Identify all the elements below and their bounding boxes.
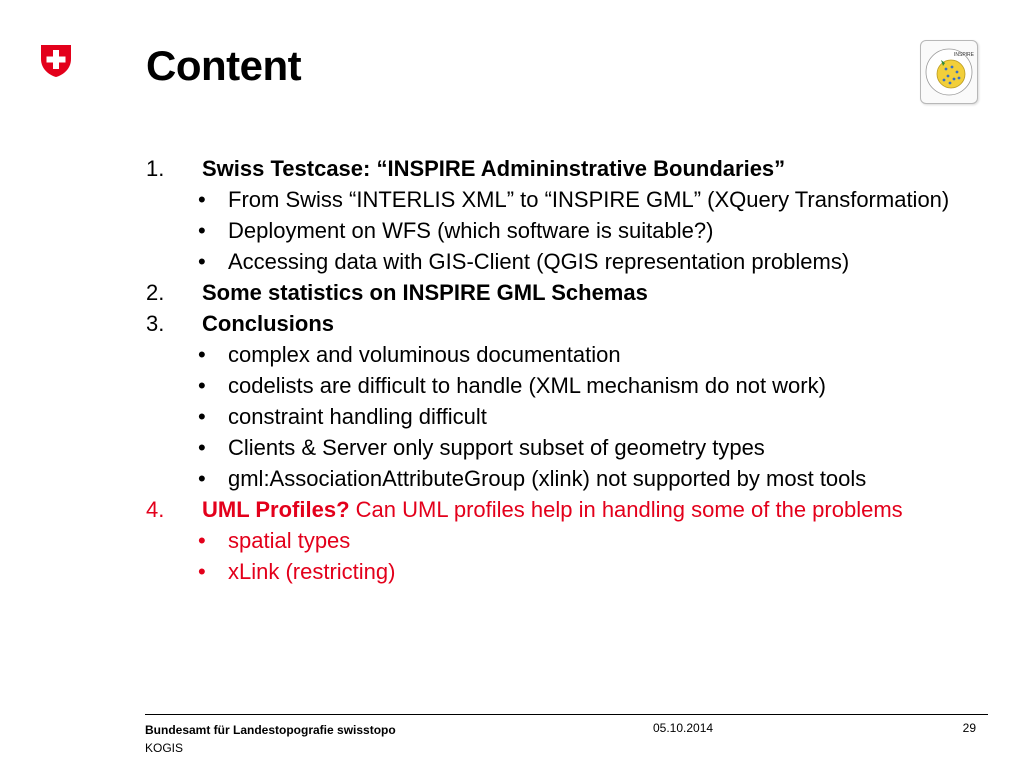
list-item <box>198 528 996 553</box>
footer-divider <box>145 714 988 715</box>
list-number: 4. <box>146 497 165 522</box>
bullet-icon: • <box>198 466 206 491</box>
page-number: 29 <box>962 721 976 735</box>
footer-organisation-block <box>145 721 396 757</box>
inspire-logo-icon <box>920 40 978 104</box>
section-heading <box>202 498 996 522</box>
bullet-text: constraint handling difficult <box>228 404 487 429</box>
bullet-text: Clients & Server only support subset of geometry types <box>228 435 765 460</box>
footer-organisation: Bundesamt für Landestopografie swisstopo <box>145 723 396 737</box>
bullet-icon: • <box>198 373 206 398</box>
list-item <box>198 249 996 274</box>
bullet-text: codelists are difficult to handle (XML mechanism do not work) <box>228 373 826 398</box>
inspire-logo-text: INSPIRE <box>954 52 974 58</box>
bullet-text: Deployment on WFS (which software is suitable?) <box>228 218 714 243</box>
footer-unit: KOGIS <box>145 741 184 755</box>
bullet-icon: • <box>198 435 206 460</box>
page-title: Content <box>146 42 302 89</box>
list-item-section-2 <box>146 281 996 305</box>
list-item <box>198 559 996 584</box>
bullet-icon: • <box>198 528 206 553</box>
list-number: 1. <box>146 156 165 181</box>
bullet-text: gml:AssociationAttributeGroup (xlink) not supported by most tools <box>228 466 867 491</box>
list-item <box>198 218 996 243</box>
list-item-section-4 <box>146 498 996 522</box>
bullet-text: complex and voluminous documentation <box>228 342 621 367</box>
bullet-text: Accessing data with GIS-Client (QGIS representation problems) <box>228 249 850 274</box>
list-number: 3. <box>146 311 165 336</box>
section-heading: Some statistics on INSPIRE GML Schemas <box>202 280 648 305</box>
list-item <box>198 466 996 491</box>
section-heading-rest: Can UML profiles help in handling some of the problems <box>349 497 903 522</box>
content-list <box>146 157 996 591</box>
list-item <box>198 435 996 460</box>
bullet-icon: • <box>198 559 206 584</box>
bullet-text: spatial types <box>228 528 351 553</box>
section-heading: Swiss Testcase: “INSPIRE Admininstrative Boundaries” <box>202 156 786 181</box>
list-item-section-1 <box>146 157 996 181</box>
section-heading-bold: UML Profiles? <box>202 497 350 522</box>
list-item <box>198 187 996 212</box>
list-number: 2. <box>146 280 165 305</box>
bullet-icon: • <box>198 187 206 212</box>
list-item <box>198 373 996 398</box>
bullet-icon: • <box>198 404 206 429</box>
list-item <box>198 404 996 429</box>
list-item <box>198 342 996 367</box>
bullet-icon: • <box>198 342 206 367</box>
swiss-cross-shield-icon <box>40 44 72 78</box>
bullet-text: From Swiss “INTERLIS XML” to “INSPIRE GML” (XQuery Transformation) <box>228 187 950 212</box>
bullet-icon: • <box>198 218 206 243</box>
list-item-section-3 <box>146 312 996 336</box>
bullet-text: xLink (restricting) <box>228 559 396 584</box>
bullet-icon: • <box>198 249 206 274</box>
footer-date: 05.10.2014 <box>653 721 714 735</box>
section-heading: Conclusions <box>202 311 335 336</box>
